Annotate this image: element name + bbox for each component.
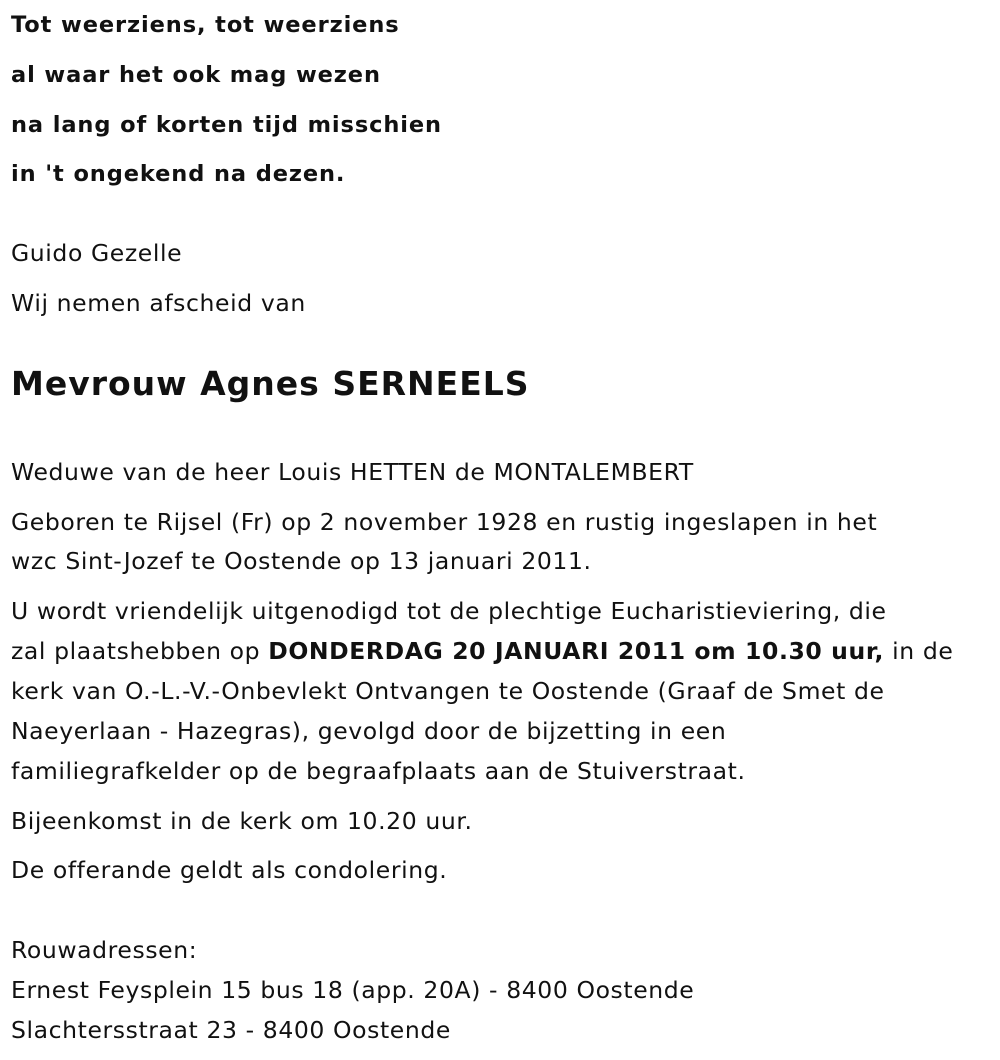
offering-text: De offerande geldt als condolering. [11, 856, 448, 884]
poem-line-4: in 't ongekend na dezen. [11, 161, 346, 187]
invitation-line-2-pre: zal plaatshebben op [11, 637, 269, 665]
invitation-line-3: kerk van O.-L.-V.-Onbevlekt Ontvangen te Oostende (Graaf de Smet de [11, 677, 885, 705]
poem-line-1: Tot weerziens, tot weerziens [11, 12, 400, 38]
invitation-line-2 [11, 636, 953, 666]
service-datetime: DONDERDAG 20 JANUARI 2011 om 10.30 uur, [268, 637, 885, 665]
poem-line-3: na lang of korten tijd misschien [11, 112, 442, 138]
gathering-text: Bijeenkomst in de kerk om 10.20 uur. [11, 807, 473, 835]
invitation-line-2-post: in de [884, 637, 954, 665]
invitation-line-1: U wordt vriendelijk uitgenodigd tot de plechtige Eucharistieviering, die [11, 597, 887, 625]
address-item: Ernest Feysplein 15 bus 18 (app. 20A) - 8400 Oostende [11, 976, 695, 1004]
invitation-line-5: familiegrafkelder op de begraafplaats aan de Stuiverstraat. [11, 757, 746, 785]
addresses-heading: Rouwadressen: [11, 936, 198, 964]
address-item: Slachtersstraat 23 - 8400 Oostende [11, 1016, 451, 1044]
intro-text: Wij nemen afscheid van [11, 289, 306, 317]
poem-author: Guido Gezelle [11, 239, 183, 267]
birth-line-2: wzc Sint-Jozef te Oostende op 13 januari 2011. [11, 547, 592, 575]
birth-line-1: Geboren te Rijsel (Fr) op 2 november 1928 en rustig ingeslapen in het [11, 508, 878, 536]
invitation-line-4: Naeyerlaan - Hazegras), gevolgd door de bijzetting in een [11, 717, 727, 745]
poem-line-2: al waar het ook mag wezen [11, 62, 381, 88]
widow-line: Weduwe van de heer Louis HETTEN de MONTALEMBERT [11, 458, 694, 486]
deceased-name: Mevrouw Agnes SERNEELS [11, 364, 530, 403]
